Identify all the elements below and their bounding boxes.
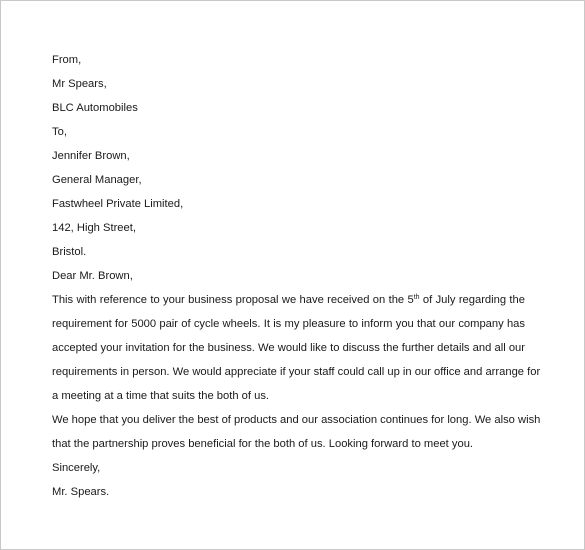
sender-company: BLC Automobiles xyxy=(52,102,138,114)
paragraph-line xyxy=(52,292,525,316)
closing: Sincerely, xyxy=(52,462,101,474)
paragraph-text: This with reference to your business proposal we have received on the 5 xyxy=(52,294,414,306)
paragraph-line: a meeting at a time that suits the both of us. xyxy=(52,390,270,402)
ordinal-suffix: th xyxy=(413,294,420,301)
paragraph-text: of July regarding the xyxy=(419,294,525,306)
sender-name: Mr Spears, xyxy=(52,78,107,90)
signature: Mr. Spears. xyxy=(52,486,110,498)
body-paragraph-1 xyxy=(52,292,541,412)
recipient-city: Bristol. xyxy=(52,246,87,258)
paragraph-line: requirement for 5000 pair of cycle wheels. It is my pleasure to inform you that our company has xyxy=(52,318,525,330)
body-paragraph-2 xyxy=(52,412,541,460)
paragraph-line: that the partnership proves beneficial for the both of us. Looking forward to meet you. xyxy=(52,438,474,450)
from-label: From, xyxy=(52,54,82,66)
letter-body xyxy=(52,52,541,508)
paragraph-line: requirements in person. We would appreciate if your staff could call up in our office and arrange for xyxy=(52,366,541,378)
to-label: To, xyxy=(52,126,67,138)
recipient-title: General Manager, xyxy=(52,174,142,186)
recipient-name: Jennifer Brown, xyxy=(52,150,130,162)
recipient-company: Fastwheel Private Limited, xyxy=(52,198,184,210)
recipient-street: 142, High Street, xyxy=(52,222,136,234)
paragraph-line: We hope that you deliver the best of products and our association continues for long. We also wish xyxy=(52,414,541,426)
paragraph-line: accepted your invitation for the business. We would like to discuss the further details and all our xyxy=(52,342,525,354)
salutation: Dear Mr. Brown, xyxy=(52,270,133,282)
